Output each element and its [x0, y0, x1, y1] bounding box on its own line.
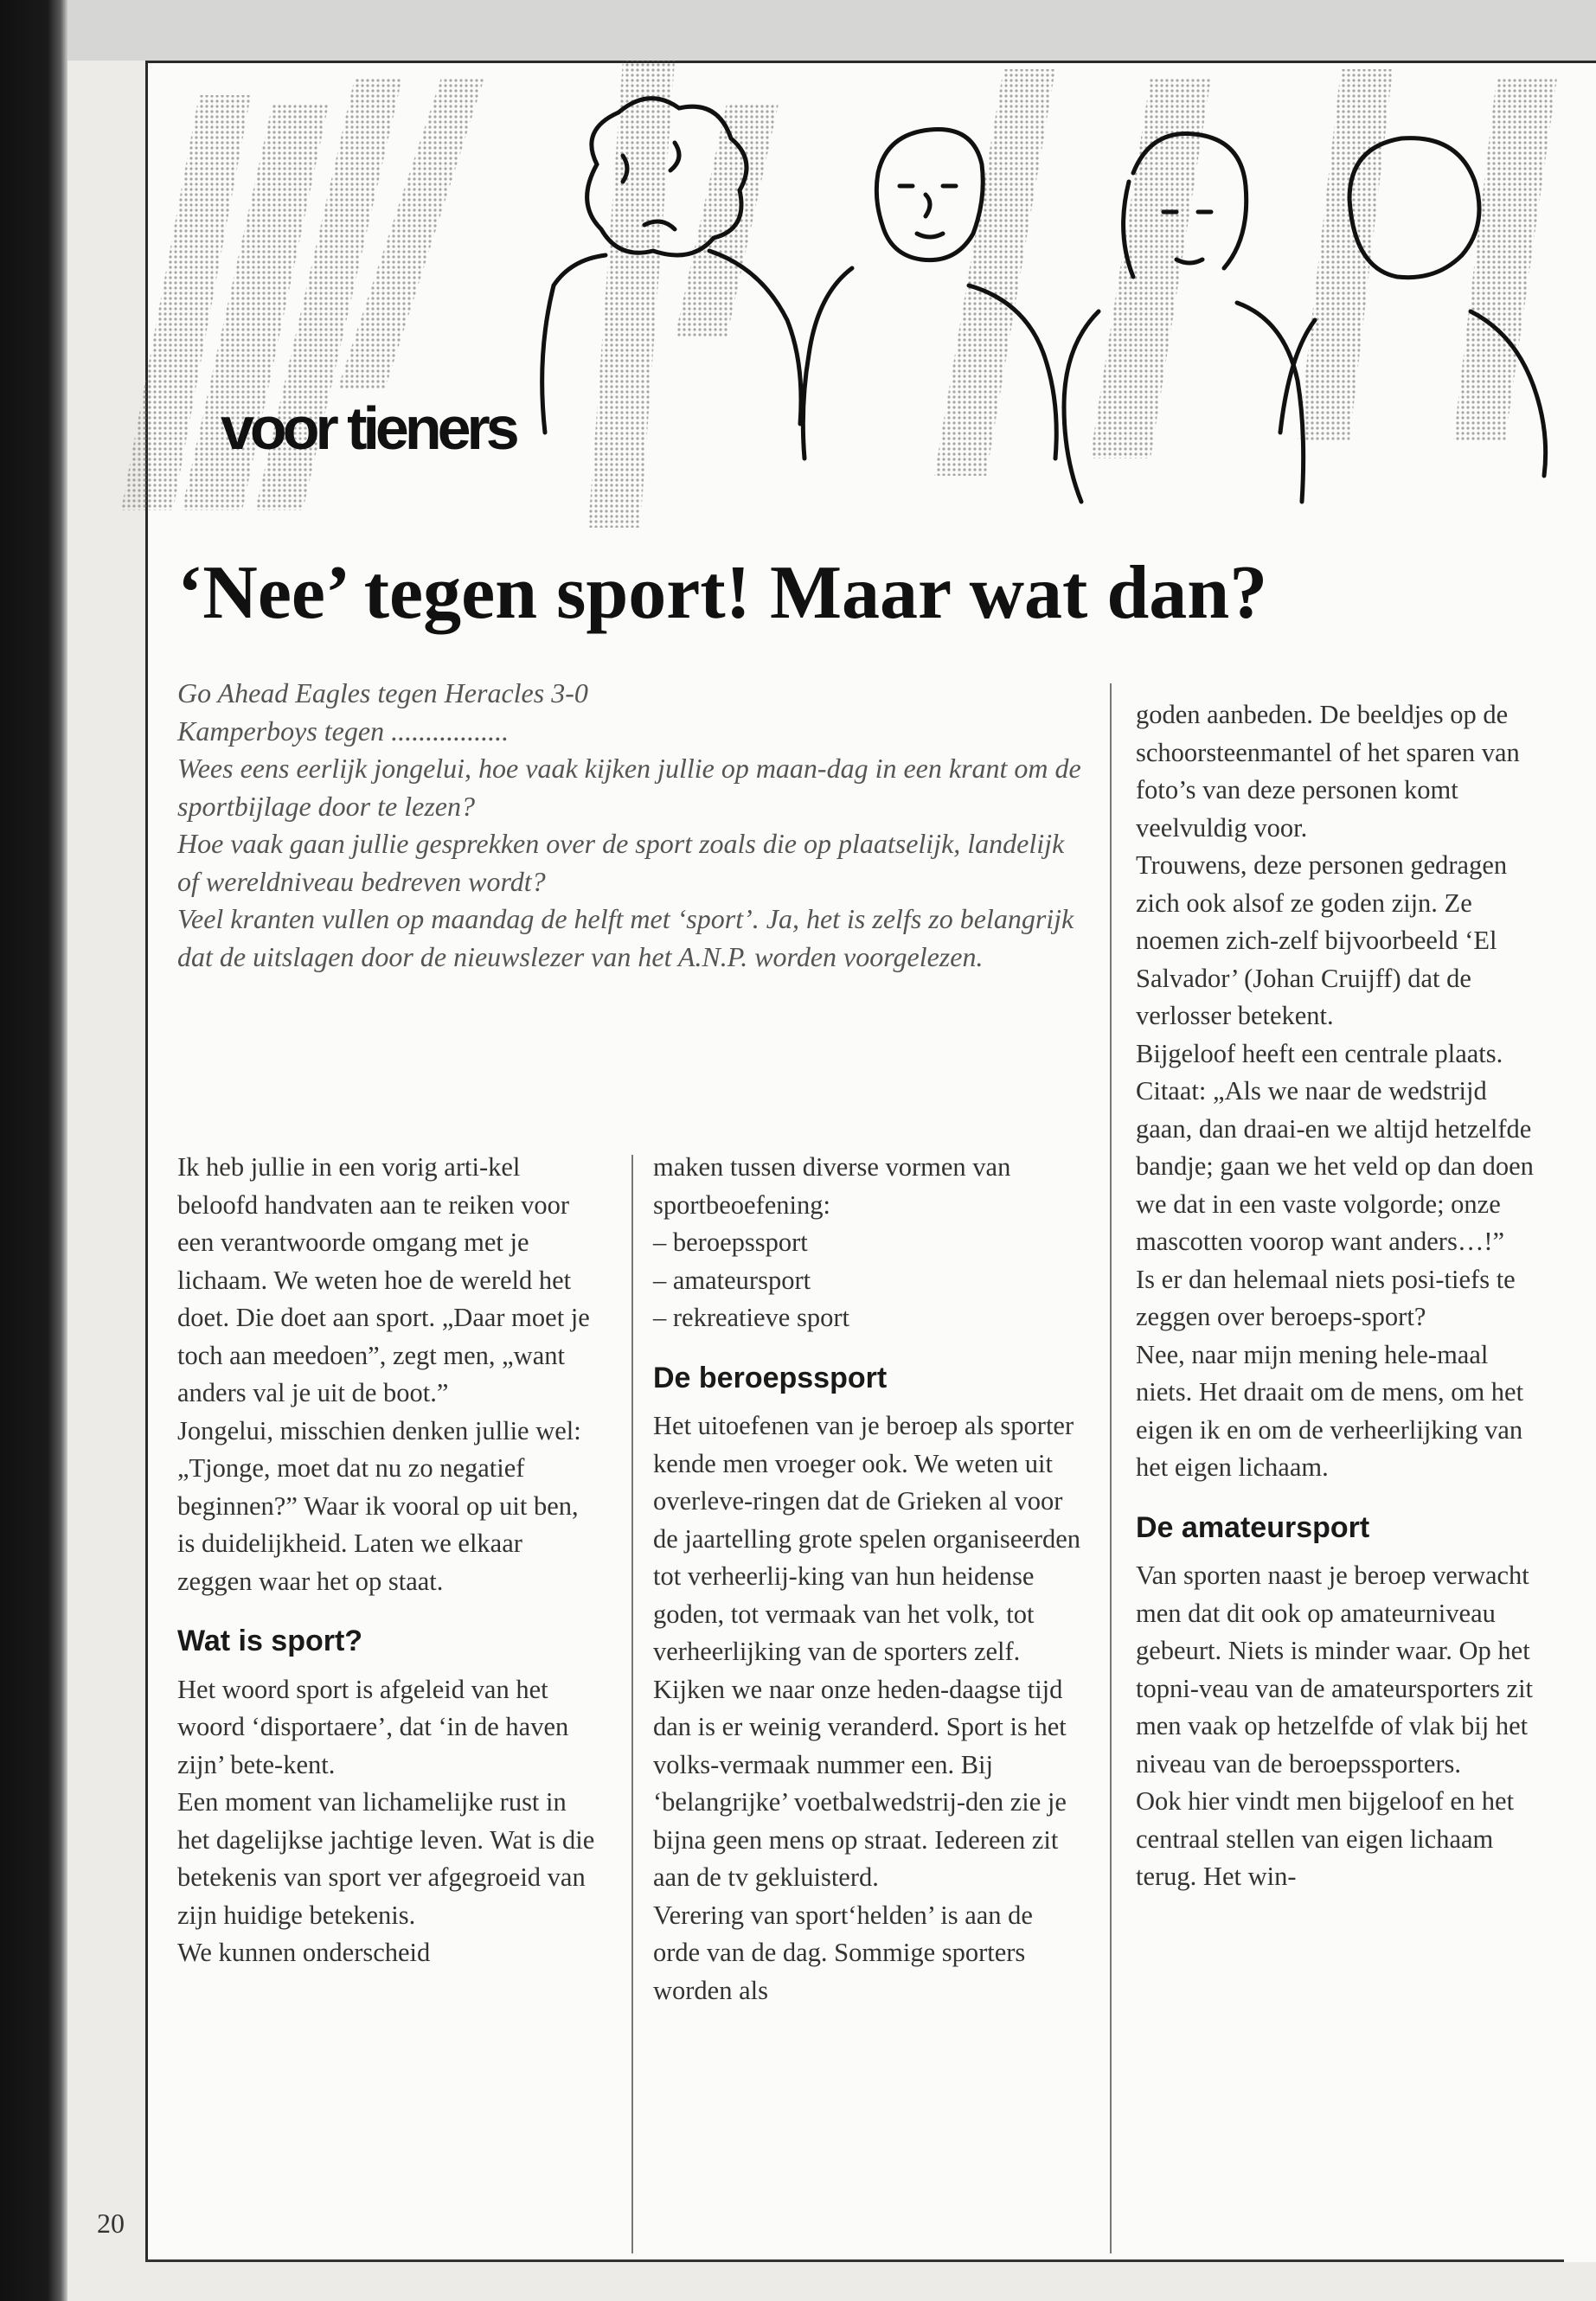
- column-divider: [631, 1155, 633, 2253]
- intro-paragraph: Wees eens eerlijk jongelui, hoe vaak kijken jullie op maan-dag in een krant om de sportbijlage door te lezen?: [177, 753, 1081, 822]
- list-item: – rekreatieve sport: [653, 1303, 849, 1332]
- body-paragraph: Nee, naar mijn mening hele-maal niets. Het draait om de mens, om het eigen ik en om de verheerlijking van het eigen lichaam.: [1136, 1339, 1524, 1482]
- article-intro: [177, 675, 1086, 976]
- body-paragraph: Ik heb jullie in een vorig arti-kel beloofd handvaten aan te reiken voor een verantwoorde omgang met je lichaam. We weten hoe de wereld het doet. Die doet aan sport. „Daar moet je toch aan meedoen”, zegt men, „want anders val je uit de boot.”: [177, 1152, 590, 1407]
- subheading-amateursport: De amateursport: [1136, 1510, 1370, 1544]
- intro-line: Kamperboys tegen .................: [177, 715, 510, 747]
- body-paragraph: Ook hier vindt men bijgeloof en het centraal stellen van eigen lichaam terug. Het win-: [1136, 1786, 1515, 1891]
- column-1: [177, 1149, 601, 1972]
- column-2: [653, 1149, 1086, 2009]
- list-item: – beroepssport: [653, 1227, 808, 1257]
- section-label: voor tieners: [221, 394, 516, 462]
- binding-spine: [0, 0, 67, 2301]
- column-divider: [1110, 683, 1112, 2253]
- subheading-beroepssport: De beroepssport: [653, 1361, 888, 1394]
- body-paragraph: Het uitoefenen van je beroep als sporter kende men vroeger ook. We weten uit overleve-ringen dat de Grieken al voor de jaartelling grote spelen organiseerden tot verheerlij-king van hun heidense goden, tot vermaak van het volk, tot verheerlijking van de sporters zelf.: [653, 1411, 1081, 1666]
- bottom-rule: [145, 2259, 1564, 2262]
- body-paragraph: Jongelui, misschien denken jullie wel:„Tjonge, moet dat nu zo negatief beginnen?” Waar ik vooral op uit ben, is duidelijkheid. Laten we elkaar zeggen waar het op staat.: [177, 1415, 581, 1596]
- body-paragraph: Trouwens, deze personen gedragen zich ook alsof ze goden zijn. Ze noemen zich-zelf bijvoorbeeld ‘El Salvador’ (Johan Cruijff) dat de verlosser betekent.: [1136, 850, 1508, 1030]
- body-paragraph: maken tussen diverse vormen van sportbeoefening:: [653, 1152, 1011, 1220]
- body-paragraph: Kijken we naar onze heden-daagse tijd dan is er weinig veranderd. Sport is het volks-vermaak nummer een. Bij ‘belangrijke’ voetbalwedstrij-den zie je bijna geen mens op straat. Iedereen zit aan de tv gekluisterd.: [653, 1674, 1067, 1892]
- body-paragraph: Het woord sport is afgeleid van het woord ‘disportaere’, dat ‘in de haven zijn’ bete-kent.: [177, 1674, 569, 1779]
- body-paragraph: Bijgeloof heeft een centrale plaats. Citaat: „Als we naar de wedstrijd gaan, dan draai-en we altijd hetzelfde bandje; gaan we het veld op dan doen we dat in een vaste volgorde; onze mascotten voorop want anders…!”: [1136, 1038, 1534, 1256]
- intro-line: Go Ahead Eagles tegen Heracles 3-0: [177, 677, 588, 708]
- body-paragraph: Een moment van lichamelijke rust in het dagelijkse jachtige leven. Wat is die betekenis van sport ver afgegroeid van zijn huidige betekenis.: [177, 1787, 595, 1930]
- body-paragraph: Verering van sport‘helden’ is aan de orde van de dag. Sommige sporters worden als: [653, 1900, 1033, 2005]
- article-title: ‘Nee’ tegen sport! Maar wat dan?: [177, 551, 1268, 635]
- header-illustration: [69, 26, 1596, 545]
- body-paragraph: Van sporten naast je beroep verwacht men dat dit ook op amateurniveau gebeurt. Niets is minder waar. Op het topni-veau van de amateursporters zit men vaak op hetzelfde of vlak bij het niveau van de beroepssporters.: [1136, 1561, 1534, 1779]
- intro-paragraph: Veel kranten vullen op maandag de helft met ‘sport’. Ja, het is zelfs zo belangrijk dat de uitslagen door de nieuwslezer van het A.N.P. worden voorgelezen.: [177, 903, 1074, 972]
- body-paragraph: goden aanbeden. De beeldjes op de schoorsteenmantel of het sparen van foto’s van deze personen komt veelvuldig voor.: [1136, 700, 1520, 843]
- list-item: – amateursport: [653, 1265, 811, 1295]
- page-number: 20: [97, 2208, 125, 2239]
- body-paragraph: Is er dan helemaal niets posi-tiefs te zeggen over beroeps-sport?: [1136, 1264, 1516, 1331]
- column-3: [1136, 696, 1542, 1896]
- intro-paragraph: Hoe vaak gaan jullie gesprekken over de sport zoals die op plaatselijk, landelijk of wereldniveau bedreven wordt?: [177, 828, 1065, 897]
- body-paragraph: We kunnen onderscheid: [177, 1938, 431, 1967]
- subheading-wat-is-sport: Wat is sport?: [177, 1625, 363, 1657]
